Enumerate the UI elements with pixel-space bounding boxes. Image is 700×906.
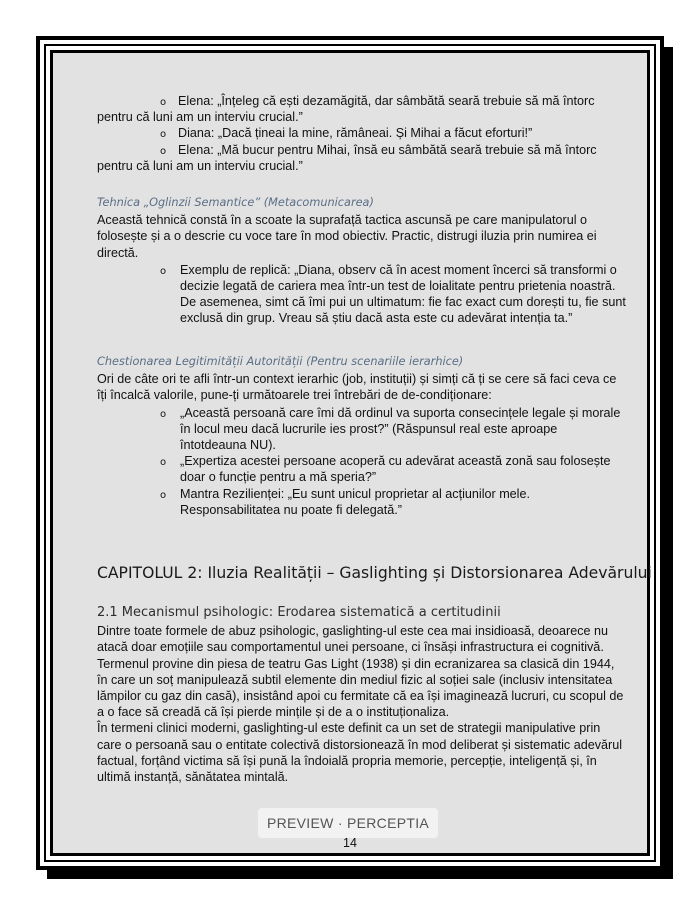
preview-badge: PREVIEW · PERCEPTIA [258,808,438,838]
page-number: 14 [343,836,357,850]
list-item [97,405,627,454]
section-semantic-mirror [97,195,627,327]
chapter-title: CAPITOLUL 2: Iluzia Realității – Gaslighting și Distorsionarea Adevărului [97,564,652,582]
dialogue-text: Elena: „Înțeleg că ești dezamăgită, dar sâmbătă seară trebuie să mă întorc [178,94,595,108]
chapter-subtitle: 2.1 Mecanismul psihologic: Erodarea sistematică a certitudinii [97,605,501,620]
bullet-icon: o [160,408,167,420]
dialogue-text: Elena: „Mă bucur pentru Mihai, însă eu sâmbătă seară trebuie să mă întorc [178,142,597,157]
dialogue-text: Diana: „Dacă țineai la mine, rămâneai. Și Mihai a făcut eforturi!” [178,126,533,141]
bullet-icon: o [160,97,167,108]
chapter-title-block [97,564,652,582]
section-heading: Chestionarea Legitimității Autorității (Pentru scenariile ierarhice) [97,355,464,368]
dialogue-line [97,142,627,174]
section-body: Această tehnică constă în a scoate la suprafață tactica ascunsă pe care manipulatorul o folosește și a o descrie cu voce tare în mod obiectiv. Practic, distrugi iluzia prin numirea ei directă. [97,213,597,260]
dialogue-line [97,93,627,125]
bullet-icon: o [160,129,167,141]
chapter-paragraph: Dintre toate formele de abuz psihologic, gaslighting-ul este cea mai insidioasă, deoarece nu atacă doar emoțiile sau comportamentul unei persoane, ci însăși infrastructura ei cognitivă. Termenul provine din piesa de teatru Gas Light (1938) și din ecranizarea sa clasică din 1944, în care un soț manipulează subtil elemente din mediul fizic al soției sale (inclusiv intensitatea lămpilor cu gaz din casă), insistând apoi cu fermitate că ea își imaginează lucruri, cu scopul de a o face să creadă că își pierde mințile și de a o instituționaliza. [97,624,624,720]
list-item-text: „Expertiza acestei persoane acoperă cu adevărat această zonă sau folosește doar o funcție pentru a mă speria?” [180,454,611,485]
list-item [97,486,627,518]
bullet-icon: o [160,265,167,277]
section-authority [97,354,627,518]
chapter-section [97,605,627,785]
bullet-icon: o [160,457,167,469]
list-item [97,262,627,327]
bullet-icon: o [160,489,167,501]
list-item-text: Exemplu de replică: „Diana, observ că în acest moment încerci să transformi o decizie legată de cariera mea într-un test de loialitate pentru prietenia noastră. De asemenea, simt că îmi pui un ultimatum: fie fac exact cum dorești tu, fie sunt exclusă din grup. Vreau să știu dacă asta este cu adevărat intenția ta.” [180,262,626,326]
chapter-paragraph: În termeni clinici moderni, gaslighting-ul este definit ca un set de strategii manipulative prin care o persoană sau o entitate colectivă distorsionează în mod deliberat și sistematic adevărul factual, forțând victima să își pună la îndoială propria memorie, percepție, inteligență și, în ultimă instanță, sănătatea mintală. [97,721,623,785]
bullet-icon: o [160,145,167,157]
dialogue-block [97,93,627,174]
dialogue-line [97,125,627,141]
dialogue-text-continued: pentru că luni am un interviu crucial.” [97,158,303,173]
dialogue-text-continued: pentru că luni am un interviu crucial.” [97,110,303,125]
section-heading: Tehnica „Oglinzii Semantice” (Metacomunicarea) [97,196,374,209]
page [50,50,650,856]
section-body: Ori de câte ori te afli într-un context ierarhic (job, instituții) și simți că ți se cere să faci ceva ce îți încalcă valorile, pune-ți următoarele trei întrebări de de-condiționare: [97,372,617,403]
page-border [36,36,664,870]
list-item [97,453,627,485]
list-item-text: „Această persoană care îmi dă ordinul va suporta consecințele legale și morale în locul meu dacă lucrurile ies prost?” (Răspunsul real este aproape întotdeauna NU). [180,405,621,453]
list-item-text: Mantra Rezilienței: „Eu sunt unicul proprietar al acțiunilor mele. Responsabilitatea nu poate fi delegată.” [180,486,530,517]
